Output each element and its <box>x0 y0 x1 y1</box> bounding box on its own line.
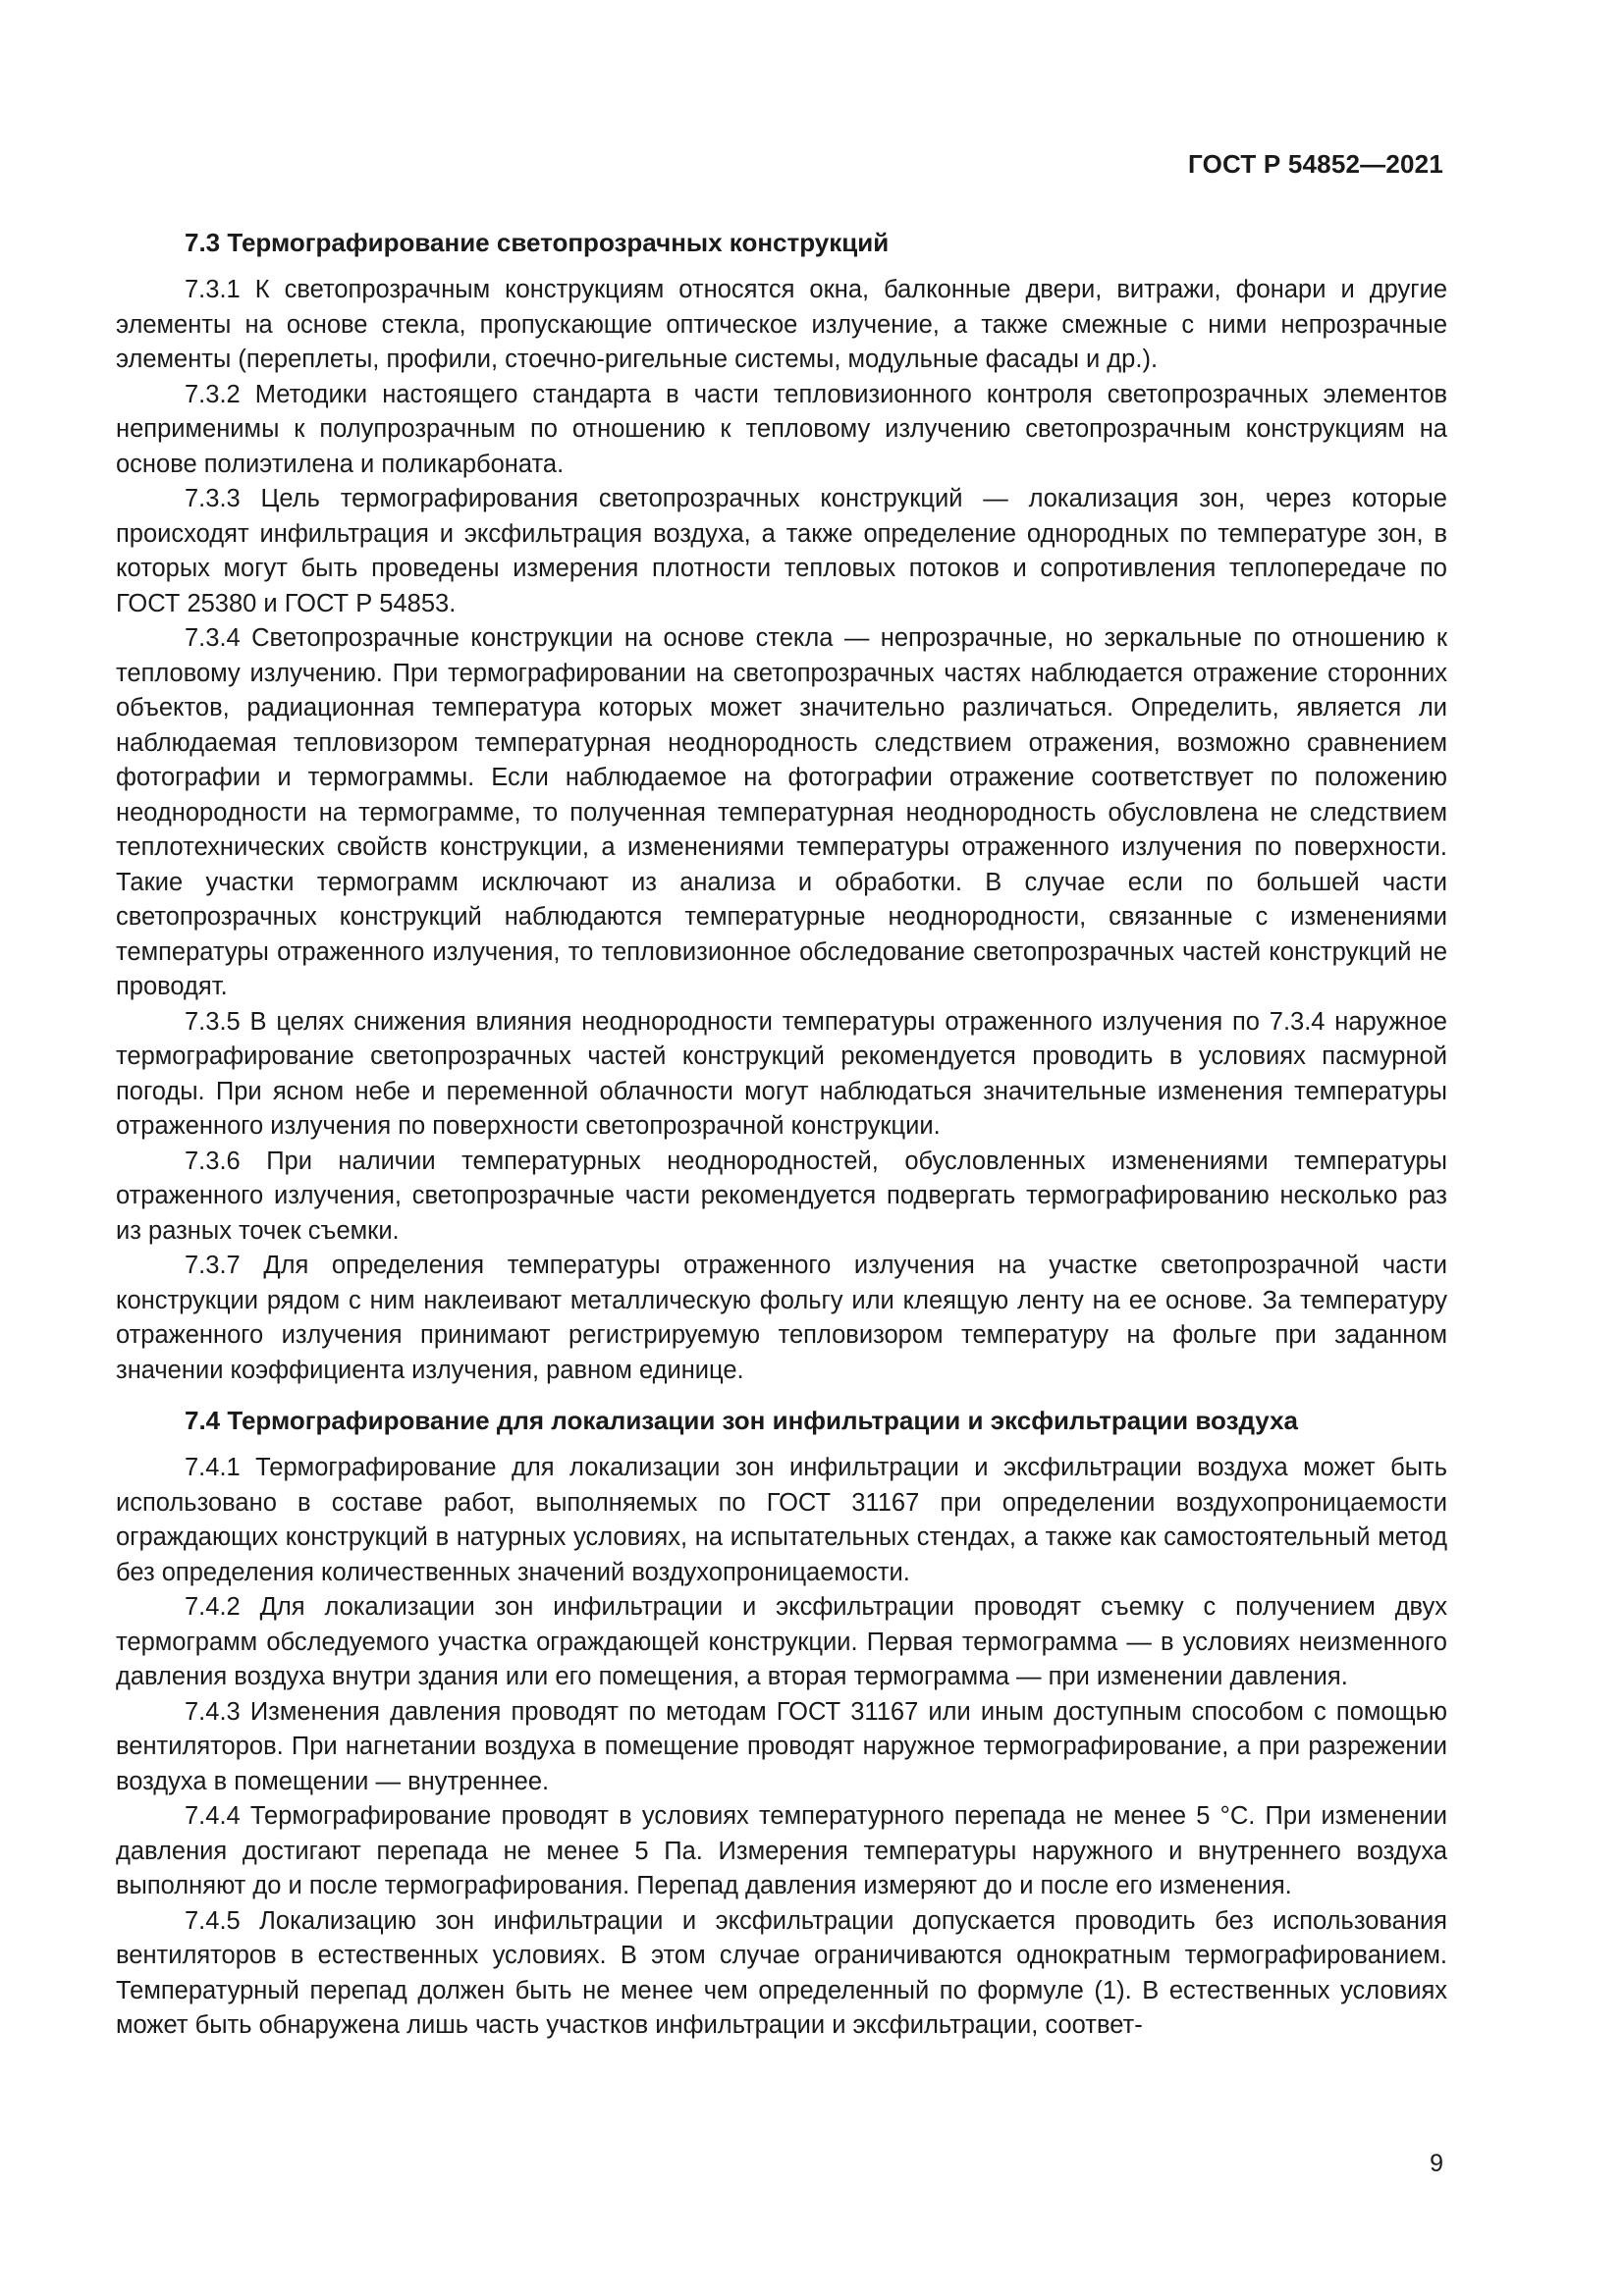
section-heading-7-3: 7.3 Термографирование светопрозрачных конструкций <box>185 228 890 257</box>
section-spacer <box>116 1388 1447 1404</box>
paragraph-7-3-4: 7.3.4 Светопрозрачные конструкции на основе стекла — непрозрачные, но зеркальные по отношению к тепловому излучению. При термографировании на светопрозрачных частях наблюдается отражение сторонних объектов, радиационная температура которых может значительно различаться. Определить, является ли наблюдаемая тепловизором температурная неоднородность следствием отражения, возможно сравнением фотографии и термограммы. Если наблюдаемое на фотографии отражение соответствует по положению неоднородности на термограмме, то полученная температурная неоднородность обусловлена не следствием теплотехнических свойств конструкции, а изменениями температуры отраженного излучения по поверхности. Такие участки термограмм исключают из анализа и обработки. В случае если по большей части светопрозрачных конструкций наблюдаются температурные неоднородности, связанные с изменениями температуры отраженного излучения, то тепловизионное обследование светопрозрачных частей конструкций не проводят. <box>116 624 1447 1000</box>
paragraph-7-3-1: 7.3.1 К светопрозрачным конструкциям относятся окна, балконные двери, витражи, фонари и другие элементы на основе стекла, пропускающие оптическое излучение, а также смежные с ними непрозрачные элементы (переплеты, профили, стоечно-ригельные системы, модульные фасады и др.). <box>116 276 1447 373</box>
paragraph-7-3-2: 7.3.2 Методики настоящего стандарта в части тепловизионного контроля светопрозрачных элементов неприменимы к полупрозрачным по отношению к тепловому излучению светопрозрачным конструкциям на основе полиэтилена и поликарбоната. <box>116 380 1447 478</box>
paragraph-7-3-6: 7.3.6 При наличии температурных неоднородностей, обусловленных изменениями температуры отраженного излучения, светопрозрачные части рекомендуется подвергать термографированию несколько раз из разных точек съемки. <box>116 1147 1447 1245</box>
paragraph-7-3-5: 7.3.5 В целях снижения влияния неоднородности температуры отраженного излучения по 7.3.4 наружное термографирование светопрозрачных частей конструкций рекомендуется проводить в условиях пасмурной погоды. При ясном небе и переменной облачности могут наблюдаться значительные изменения температуры отраженного излучения по поверхности светопрозрачной конструкции. <box>116 1007 1447 1140</box>
paragraph-7-4-3: 7.4.3 Изменения давления проводят по методам ГОСТ 31167 или иным доступным способом с помощью вентиляторов. При нагнетании воздуха в помещение проводят наружное термографирование, а при разрежении воздуха в помещении — внутреннее. <box>116 1697 1447 1795</box>
paragraph-7-4-2: 7.4.2 Для локализации зон инфильтрации и эксфильтрации проводят съемку с получением двух термограмм обследуемого участка ограждающей конструкции. Первая термограмма — в условиях неизменного давления воздуха внутри здания или его помещения, а вторая термограмма — при изменении давления. <box>116 1593 1447 1690</box>
document-code: ГОСТ Р 54852—2021 <box>1188 149 1443 179</box>
page-number: 9 <box>1430 2150 1443 2177</box>
paragraph-7-4-1: 7.4.1 Термографирование для локализации зон инфильтрации и эксфильтрации воздуха может быть использовано в составе работ, выполняемых по ГОСТ 31167 при определении воздухопроницаемости ограждающих конструкций в натурных условиях, на испытательных стендах, а также как самостоятельный метод без определения количественных значений воздухопроницаемости. <box>116 1454 1447 1586</box>
paragraph-7-4-5: 7.4.5 Локализацию зон инфильтрации и эксфильтрации допускается проводить без использования вентиляторов в естественных условиях. В этом случае ограничиваются однократным термографированием. Температурный перепад должен быть не менее чем определенный по формуле (1). В естественных условиях может быть обнаружена лишь часть участков инфильтрации и эксфильтрации, соответ- <box>116 1906 1447 2039</box>
paragraph-7-3-7: 7.3.7 Для определения температуры отраженного излучения на участке светопрозрачной части конструкции рядом с ним наклеивают металлическую фольгу или клеящую ленту на ее основе. За температуру отраженного излучения принимают регистрируемую тепловизором температуру на фольге при заданном значении коэффициента излучения, равном единице. <box>116 1252 1447 1384</box>
section-heading-7-4: 7.4 Термографирование для локализации зон инфильтрации и эксфильтрации воздуха <box>185 1406 1299 1435</box>
paragraph-7-4-4: 7.4.4 Термографирование проводят в условиях температурного перепада не менее 5 °С. При изменении давления достигают перепада не менее 5 Па. Измерения температуры наружного и внутреннего воздуха выполняют до и после термографирования. Перепад давления измеряют до и после его изменения. <box>116 1802 1447 1899</box>
paragraph-7-3-3: 7.3.3 Цель термографирования светопрозрачных конструкций — локализация зон, через которые происходят инфильтрация и эксфильтрация воздуха, а также определение однородных по температуре зон, в которых могут быть проведены измерения плотности тепловых потоков и сопротивления теплопередаче по ГОСТ 25380 и ГОСТ Р 54853. <box>116 485 1447 617</box>
page-body <box>116 226 1447 2044</box>
